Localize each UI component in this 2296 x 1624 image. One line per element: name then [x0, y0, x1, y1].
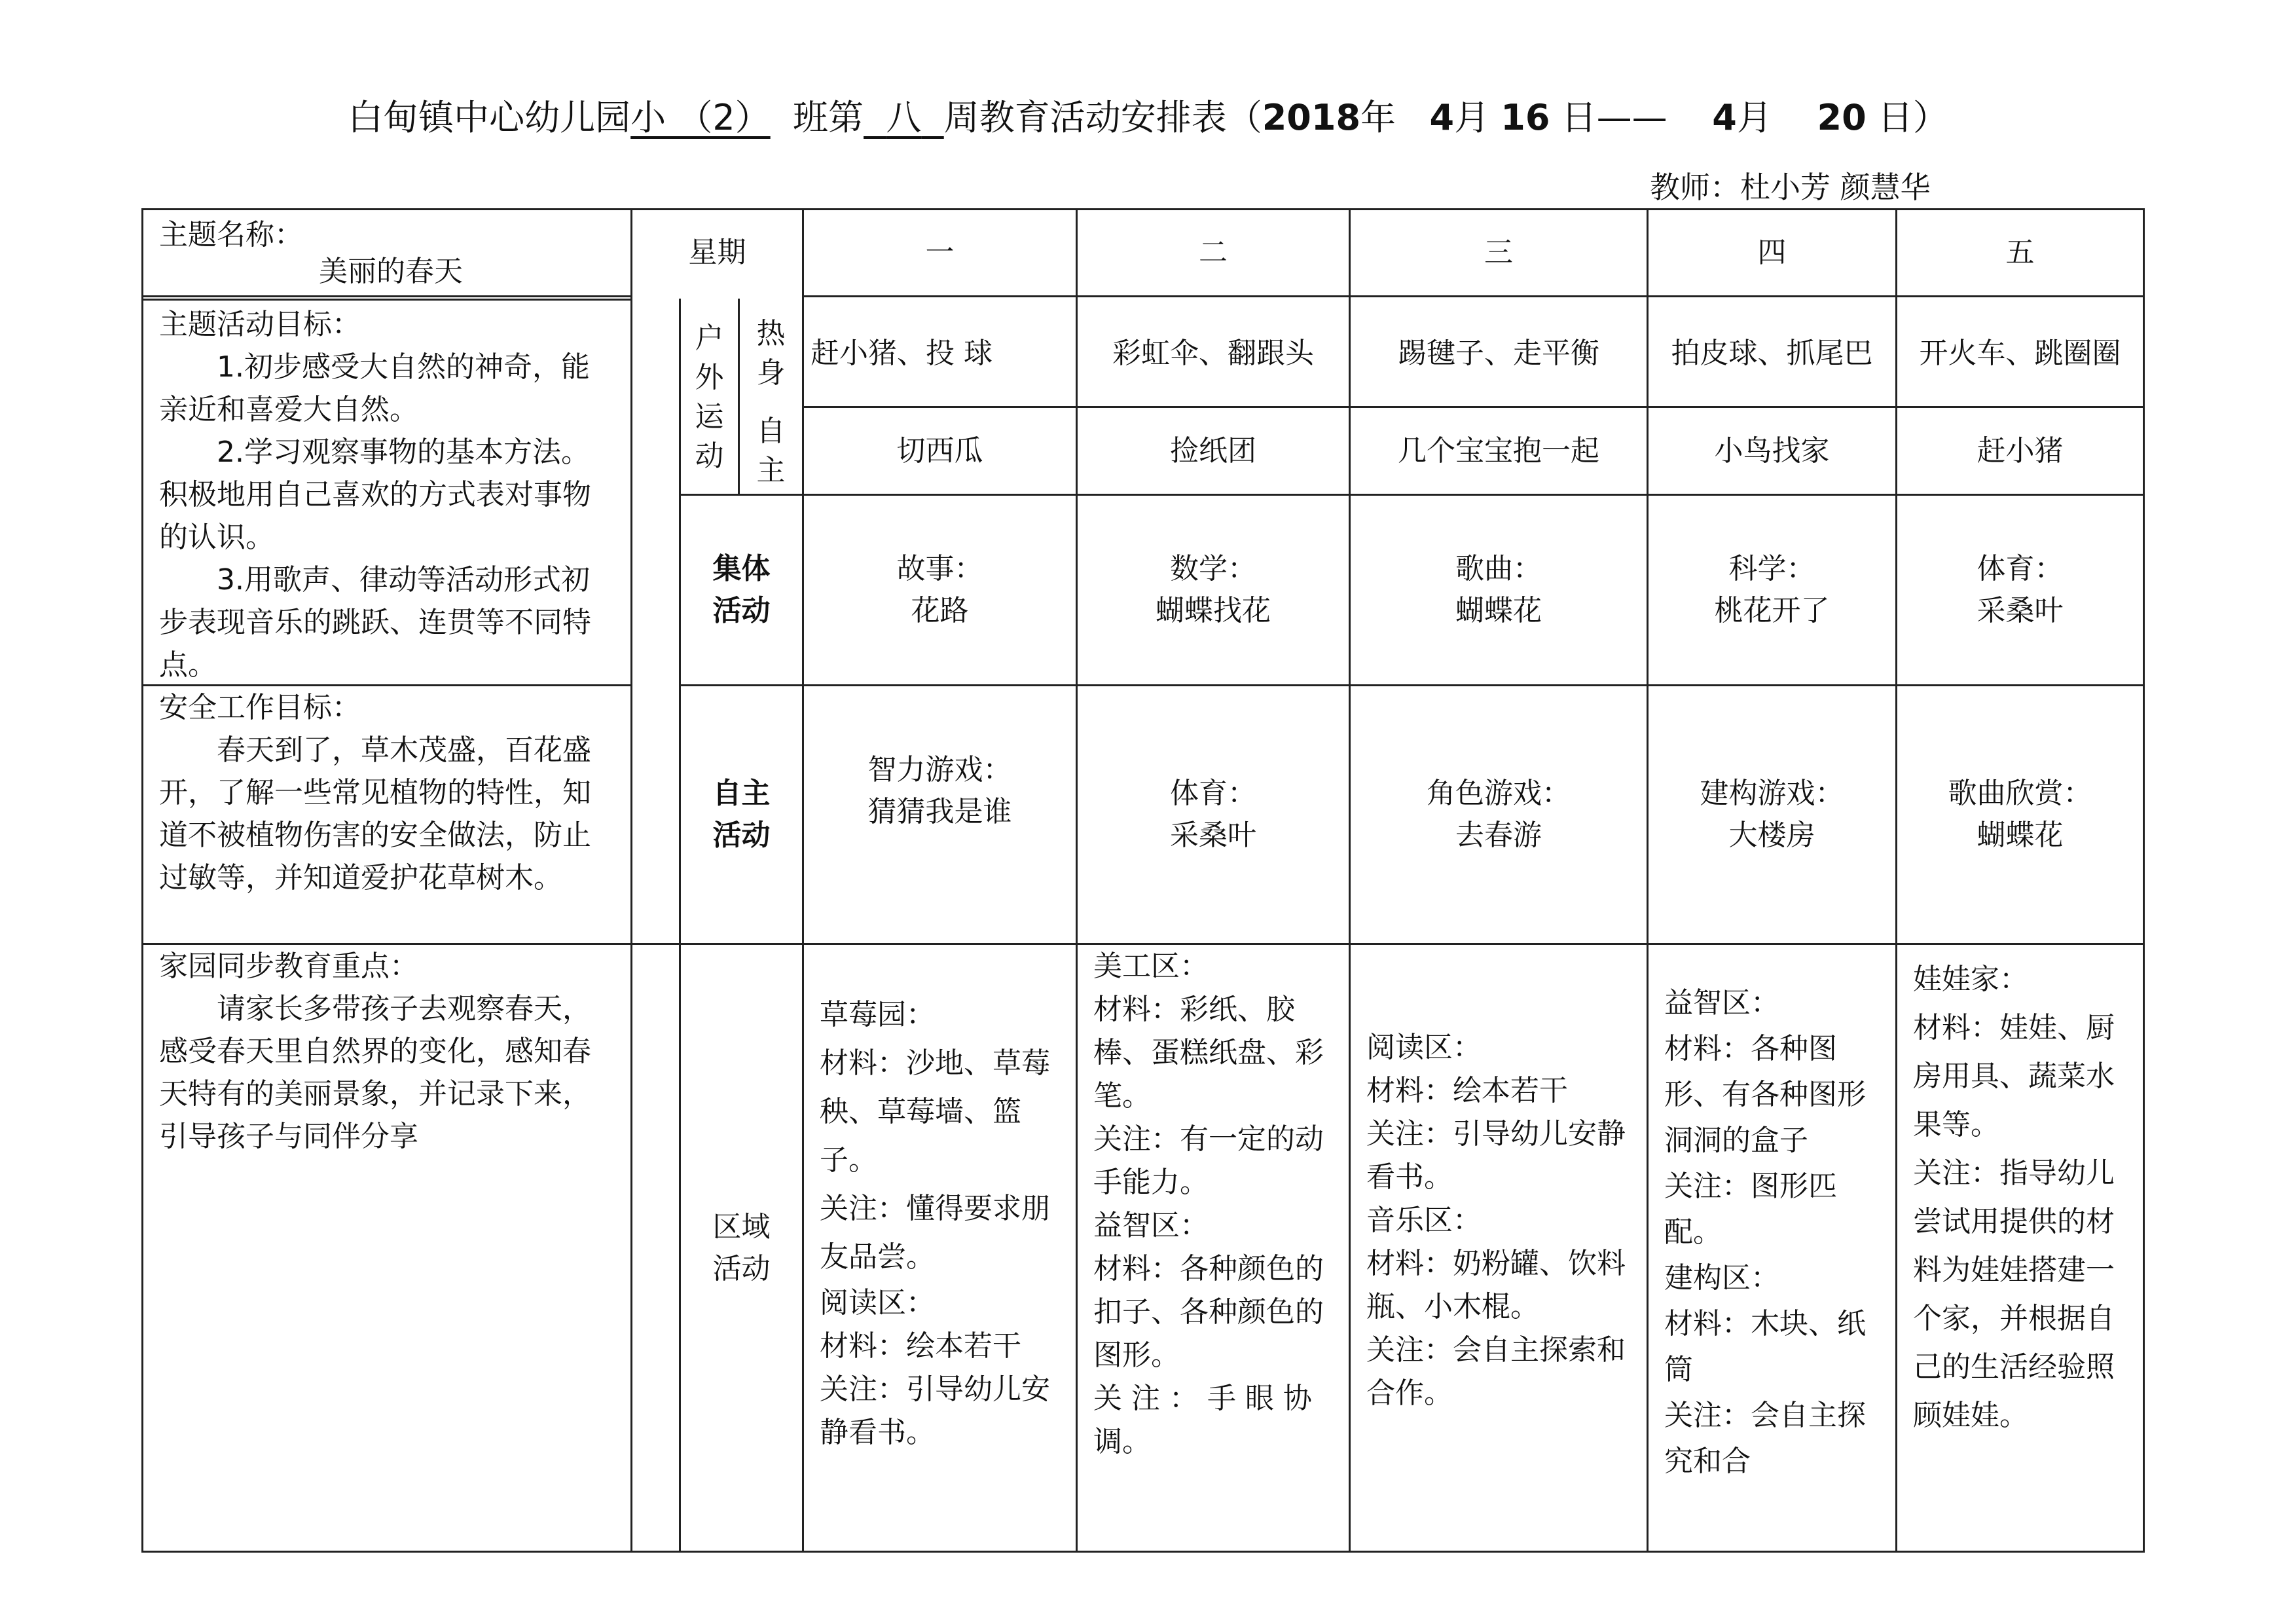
group-label: 集体活动	[712, 552, 771, 627]
home-text: 请家长多带孩子去观察春天，感受春天里自然界的变化，感知春天特有的美丽景象，并记录下来，引导孩子与同伴分享	[159, 992, 591, 1153]
home-label: 家园同步教育重点：	[159, 950, 418, 983]
free-label: 自主	[756, 414, 786, 487]
goals-label: 主题活动目标：	[159, 308, 361, 341]
area-wed: 阅读区： 材料：绘本若干 关注：引导幼儿安静看书。 音乐区： 材料：奶粉罐、饮料瓶、小木棍。 关注：会自主探索和合作。	[1366, 1031, 1626, 1410]
theme-label: 主题名称：	[159, 218, 303, 251]
area-fri: 娃娃家： 材料：娃娃、厨房用具、蔬菜水果等。 关注：指导幼儿尝试用提供的材料为娃娃搭建一个家，并根据自己的生活经验照顾娃娃。	[1913, 963, 2115, 1432]
teachers: 教师：杜小芳 颜慧华	[1650, 170, 1931, 205]
day-header-tue: 二	[1199, 236, 1228, 269]
area-tue: 美工区： 材料：彩纸、胶棒、蛋糕纸盘、彩笔。 关注：有一定的动手能力。 益智区： 材料：各种颜色的扣子、各种颜色的图形。 关 注 ： 手 眼 协调。	[1093, 950, 1324, 1458]
theme-cell	[143, 210, 630, 295]
group-mon: 故事： 花路	[896, 552, 983, 627]
self-thu: 建构游戏： 大楼房	[1700, 777, 1844, 852]
self-tue: 体育： 采桑叶	[1170, 777, 1256, 852]
goal-item: 1.初步感受大自然的神奇，能亲近和喜爱大自然。	[159, 350, 590, 426]
day-header-thu: 四	[1757, 236, 1787, 269]
group-thu: 科学： 桃花开了	[1714, 552, 1830, 627]
page-title: 白甸镇中心幼儿园小 （2） 班第 八 周教育活动安排表（2018年 4月 16 日—— 4月 20 日）	[348, 97, 1948, 138]
week-number: 八	[886, 97, 922, 138]
home-cell	[143, 945, 630, 1551]
outdoor-label: 户外运动	[695, 321, 724, 473]
weekday-header: 星期	[688, 236, 746, 269]
free-mon: 切西瓜	[896, 434, 983, 468]
warmup-mon: 赶小猪、投 球	[811, 336, 993, 370]
day-header-mon: 一	[925, 236, 955, 269]
goal-item: 3.用歌声、律动等活动形式初步表现音乐的跳跃、连贯等不同特点。	[159, 563, 591, 682]
free-fri: 赶小猪	[1977, 434, 2064, 468]
theme-name: 美丽的春天	[319, 255, 463, 288]
free-tue: 捡纸团	[1170, 434, 1256, 468]
group-wed: 歌曲： 蝴蝶花	[1455, 552, 1542, 627]
class-name: 小 （2）	[630, 97, 771, 138]
warmup-label: 热身	[756, 316, 786, 390]
area-label: 区域活动	[712, 1209, 771, 1285]
free-thu: 小鸟找家	[1714, 434, 1830, 468]
warmup-fri: 开火车、跳圈圈	[1919, 336, 2121, 370]
free-wed: 几个宝宝抱一起	[1398, 434, 1599, 468]
warmup-thu: 拍皮球、抓尾巴	[1671, 336, 1873, 370]
goals-cell	[143, 301, 630, 684]
group-fri: 体育： 采桑叶	[1977, 552, 2064, 627]
self-label: 自主活动	[712, 777, 771, 852]
area-thu: 益智区： 材料：各种图形、有各种图形洞洞的盒子 关注：图形匹配。 建构区： 材料：木块、纸筒 关注：会自主探究和合	[1664, 986, 1866, 1478]
self-mon: 智力游戏： 猜猜我是谁	[867, 753, 1012, 828]
day-header-wed: 三	[1484, 236, 1513, 269]
safety-cell	[143, 686, 630, 943]
safety-label: 安全工作目标：	[159, 691, 361, 724]
group-tue: 数学： 蝴蝶找花	[1156, 552, 1271, 627]
day-header-fri: 五	[2005, 236, 2035, 269]
warmup-tue: 彩虹伞、翻跟头	[1112, 336, 1314, 370]
area-mon: 草莓园： 材料：沙地、草莓秧、草莓墙、篮子。 关注：懂得要求朋友品尝。 阅读区： 材料：绘本若干 关注：引导幼儿安静看书。	[820, 998, 1050, 1449]
goal-item: 2.学习观察事物的基本方法。积极地用自己喜欢的方式表对事物的认识。	[159, 435, 591, 554]
self-fri: 歌曲欣赏： 蝴蝶花	[1948, 777, 2092, 852]
warmup-wed: 踢毽子、走平衡	[1398, 336, 1599, 370]
self-wed: 角色游戏： 去春游	[1427, 777, 1571, 852]
safety-text: 春天到了，草木茂盛，百花盛开，了解一些常见植物的特性，知道不被植物伤害的安全做法，防止过敏等，并知道爱护花草树木。	[159, 733, 591, 895]
